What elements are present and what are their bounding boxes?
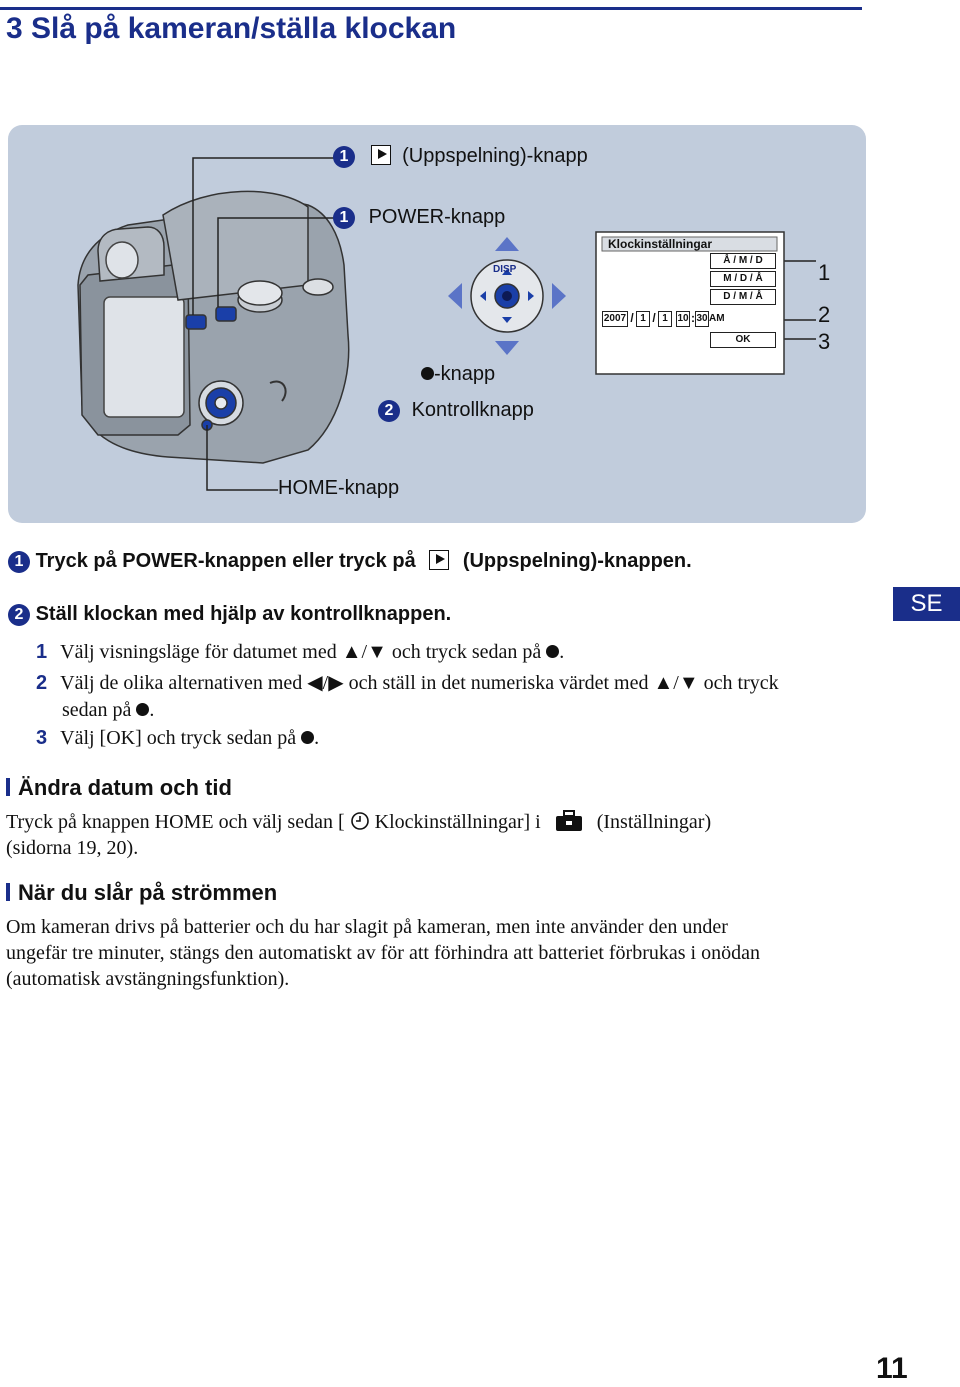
substep-number: 3 [36,727,48,749]
substep-text: Välj [OK] och tryck sedan på [60,727,297,749]
center-button-icon [301,731,314,744]
label-home: HOME-knapp [278,477,400,499]
screen-callout-2: 2 [818,302,831,327]
playback-icon [429,550,449,570]
callout-2-circle: 2 [378,400,400,422]
substep-number: 1 [36,641,48,663]
section-1-line-1 [6,809,711,835]
playback-label-text: (Uppspelning)-knapp [402,145,588,167]
step-2-number: 2 [8,604,30,626]
camera-figure [8,125,866,523]
substep-text: sedan på [62,699,132,721]
substep-number: 2 [36,672,48,694]
day-field[interactable]: 1 [658,311,672,327]
format-option-ymd[interactable]: Å / M / D [710,253,776,269]
section-1-line-2: (sidorna 19, 20). [6,837,139,859]
camera-illustration [8,125,866,523]
step-2-text: Ställ klockan med hjälp av kontrollknappen. [35,603,452,625]
body-text: Klockinställningar] i [374,811,541,833]
substep-text-end: . [149,699,155,721]
heading-text: Ändra datum och tid [18,775,232,800]
label-power [333,206,505,229]
date-sep-1: / [630,311,634,325]
label-control [378,399,534,422]
substep-text-end: . [314,727,320,749]
disp-label: DISP [493,264,517,275]
center-button-icon [136,703,149,716]
center-label-text: -knapp [434,363,496,385]
control-label-text: Kontrollknapp [411,399,534,421]
screen-callout-1: 1 [818,260,831,285]
substep-text-end: . [559,641,565,663]
language-tab: SE [893,587,960,621]
center-button-icon [546,645,559,658]
step-1-number: 1 [8,551,30,573]
page-title: 3 Slå på kameran/ställa klockan [6,12,457,45]
format-option-dmy[interactable]: D / M / Å [710,289,776,305]
label-center-button [421,363,495,386]
step-1-text: Tryck på POWER-knappen eller tryck på [35,550,416,572]
clock-icon [350,811,370,831]
section-2-line-2: ungefär tre minuter, stängs den automatiskt av för att förhindra att batteriet förbrukas i onödan [6,942,760,964]
callout-1-circle: 1 [333,146,355,168]
camera-body [78,191,349,463]
body-text: Tryck på knappen HOME och välj sedan [ [6,811,345,833]
month-field[interactable]: 1 [636,311,650,327]
playback-icon [371,145,391,165]
control-pad [448,237,566,355]
substep-1 [36,641,564,664]
format-option-mdy[interactable]: M / D / Å [710,271,776,287]
screen-title: Klockinställningar [608,237,713,251]
callout-1-circle: 1 [333,207,355,229]
heading-text: När du slår på strömmen [18,880,278,905]
minute-field[interactable]: 30 [695,311,709,327]
hour-field[interactable]: 10 [676,311,690,327]
time-sep: : [691,311,695,325]
heading-bar [6,778,10,796]
ampm-indicator: AM [709,313,725,324]
center-button-icon [421,367,434,380]
substep-2 [36,670,779,695]
section-heading-power-on [6,880,277,906]
body-text: (Inställningar) [596,811,712,833]
substep-3 [36,727,319,750]
substep-text: Välj visningsläge för datumet med ▲/▼ och tryck sedan på [60,641,542,663]
substep-text: Välj de olika alternativen med ◀/▶ och ställ in det numeriska värdet med ▲/▼ och tryck [60,672,779,694]
year-field[interactable]: 2007 [602,311,628,327]
step-2 [8,603,451,626]
step-1-text-2: (Uppspelning)-knappen. [462,550,692,572]
section-2-line-1: Om kameran drivs på batterier och du har slagit på kameran, men inte använder den under [6,916,728,938]
label-playback [333,145,588,168]
page-number: 11 [876,1352,908,1385]
substep-2-cont [62,699,154,722]
date-sep-2: / [652,311,656,325]
step-1 [8,550,692,573]
section-heading-change-date [6,775,232,801]
screen-callout-3: 3 [818,329,831,354]
toolbox-icon [554,810,584,832]
header-rule [0,7,862,10]
heading-bar [6,883,10,901]
power-label-text: POWER-knapp [368,206,506,228]
section-2-line-3: (automatisk avstängningsfunktion). [6,968,290,990]
ok-button[interactable]: OK [710,332,776,348]
